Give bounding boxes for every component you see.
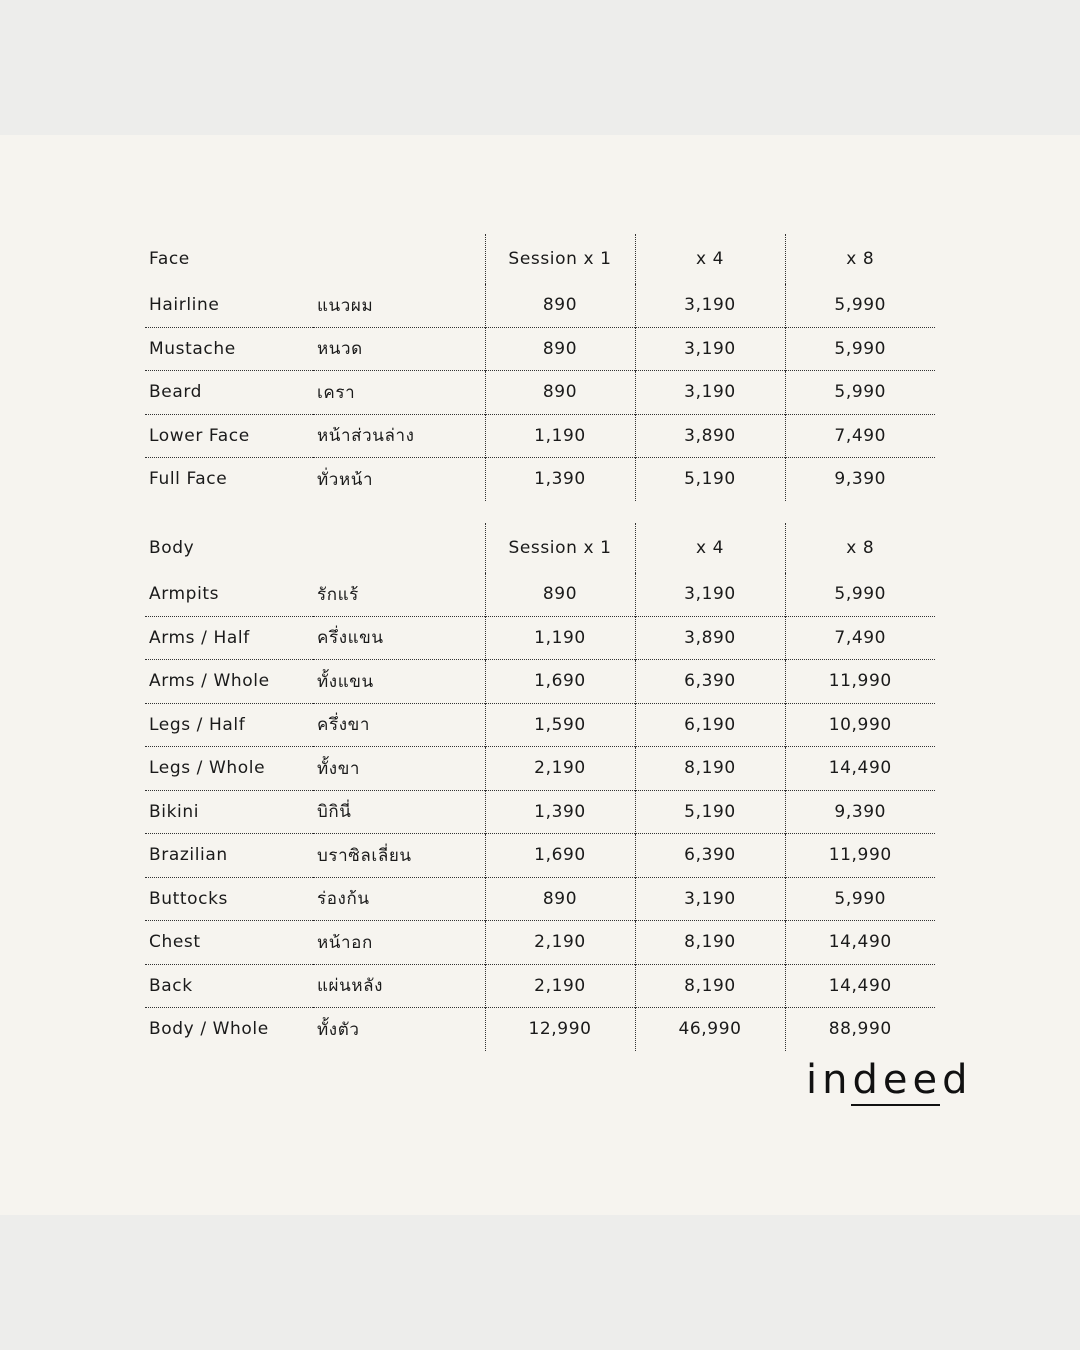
price-session-1: 890 [485,371,635,415]
area-name-th: ทั่วหน้า [313,458,485,501]
price-card [0,135,1080,1215]
area-name-th: ร่องก้น [313,877,485,921]
price-session-1: 890 [485,284,635,327]
brand-logo: indeed [806,1057,973,1103]
price-session-8: 11,990 [785,660,935,704]
area-name-en: Bikini [145,790,313,834]
face-price-table [145,234,935,501]
price-session-8: 5,990 [785,327,935,371]
area-name-th: หนวด [313,327,485,371]
section-title-face: Face [149,249,190,269]
price-session-8: 14,490 [785,747,935,791]
price-session-1: 2,190 [485,921,635,965]
price-session-8: 11,990 [785,834,935,878]
area-name-th: เครา [313,371,485,415]
table-row [145,616,935,660]
area-name-en: Legs / Whole [145,747,313,791]
area-name-en: Chest [145,921,313,965]
area-name-th: หน้าส่วนล่าง [313,414,485,458]
price-session-4: 5,190 [635,790,785,834]
price-session-8: 14,490 [785,921,935,965]
area-name-en: Armpits [149,584,220,605]
price-session-1: 2,190 [485,747,635,791]
price-session-1: 1,590 [485,703,635,747]
area-name-en: Buttocks [145,877,313,921]
price-session-1: 1,690 [485,834,635,878]
section-title-body: Body [149,538,195,558]
area-name-th: แนวผม [317,295,374,316]
area-name-th: ครึ่งแขน [313,616,485,660]
price-session-8: 7,490 [785,414,935,458]
price-session-4: 8,190 [635,747,785,791]
area-name-th: รักแร้ [317,584,359,605]
price-session-4: 46,990 [635,1008,785,1051]
price-session-4: 6,390 [635,834,785,878]
area-name-en: Back [145,964,313,1008]
price-session-8: 5,990 [785,371,935,415]
column-header-session-1: Session x 1 [485,234,635,284]
price-session-4: 3,890 [635,616,785,660]
table-row [145,790,935,834]
price-session-8: 5,990 [785,284,935,327]
column-header-session-8: x 8 [785,523,935,573]
table-header-row [145,523,935,573]
table-row [145,458,935,501]
table-row [145,414,935,458]
price-session-1: 1,190 [485,414,635,458]
price-session-8: 5,990 [785,573,935,616]
price-session-1: 1,390 [485,458,635,501]
table-row [145,1008,935,1051]
body-price-table [145,523,935,1051]
area-name-th: ทั้งขา [313,747,485,791]
face-rows [145,284,935,501]
column-header-session-1: Session x 1 [485,523,635,573]
price-session-4: 5,190 [635,458,785,501]
price-session-4: 3,190 [635,284,785,327]
area-name-en: Arms / Half [145,616,313,660]
table-row [145,703,935,747]
area-name-th: ทั้งตัว [313,1008,485,1051]
table-row [145,573,935,616]
area-name-th: บิกินี่ [313,790,485,834]
price-session-4: 3,190 [635,877,785,921]
price-session-4: 6,390 [635,660,785,704]
table-row [145,327,935,371]
table-row [145,834,935,878]
area-name-en: Full Face [145,458,313,501]
price-session-8: 9,390 [785,790,935,834]
area-name-en: Lower Face [145,414,313,458]
price-session-4: 3,890 [635,414,785,458]
area-name-th: ครึ่งขา [313,703,485,747]
table-row [145,877,935,921]
price-session-4: 3,190 [635,573,785,616]
price-session-1: 12,990 [485,1008,635,1051]
price-session-1: 1,190 [485,616,635,660]
price-session-1: 890 [485,877,635,921]
price-session-8: 9,390 [785,458,935,501]
table-row [145,284,935,327]
price-session-1: 2,190 [485,964,635,1008]
price-session-8: 7,490 [785,616,935,660]
price-session-4: 8,190 [635,964,785,1008]
price-session-4: 6,190 [635,703,785,747]
table-row [145,660,935,704]
area-name-th: บราซิลเลี่ยน [313,834,485,878]
area-name-th: ทั้งแขน [313,660,485,704]
price-session-8: 88,990 [785,1008,935,1051]
price-session-1: 890 [485,573,635,616]
area-name-en: Mustache [145,327,313,371]
table-row [145,921,935,965]
area-name-en: Arms / Whole [145,660,313,704]
column-header-session-8: x 8 [785,234,935,284]
table-row [145,371,935,415]
table-row [145,747,935,791]
area-name-th: หน้าอก [313,921,485,965]
price-session-8: 10,990 [785,703,935,747]
body-rows [145,573,935,1051]
column-header-session-4: x 4 [635,523,785,573]
price-session-8: 5,990 [785,877,935,921]
price-session-4: 8,190 [635,921,785,965]
area-name-th: แผ่นหลัง [313,964,485,1008]
area-name-en: Beard [145,371,313,415]
logo-underline [851,1104,940,1106]
price-session-8: 14,490 [785,964,935,1008]
area-name-en: Legs / Half [145,703,313,747]
column-header-session-4: x 4 [635,234,785,284]
area-name-en: Body / Whole [145,1008,313,1051]
price-session-1: 890 [485,327,635,371]
price-session-1: 1,690 [485,660,635,704]
price-session-1: 1,390 [485,790,635,834]
area-name-en: Hairline [149,295,220,316]
area-name-en: Brazilian [145,834,313,878]
table-header-row [145,234,935,284]
price-session-4: 3,190 [635,327,785,371]
table-row [145,964,935,1008]
price-session-4: 3,190 [635,371,785,415]
